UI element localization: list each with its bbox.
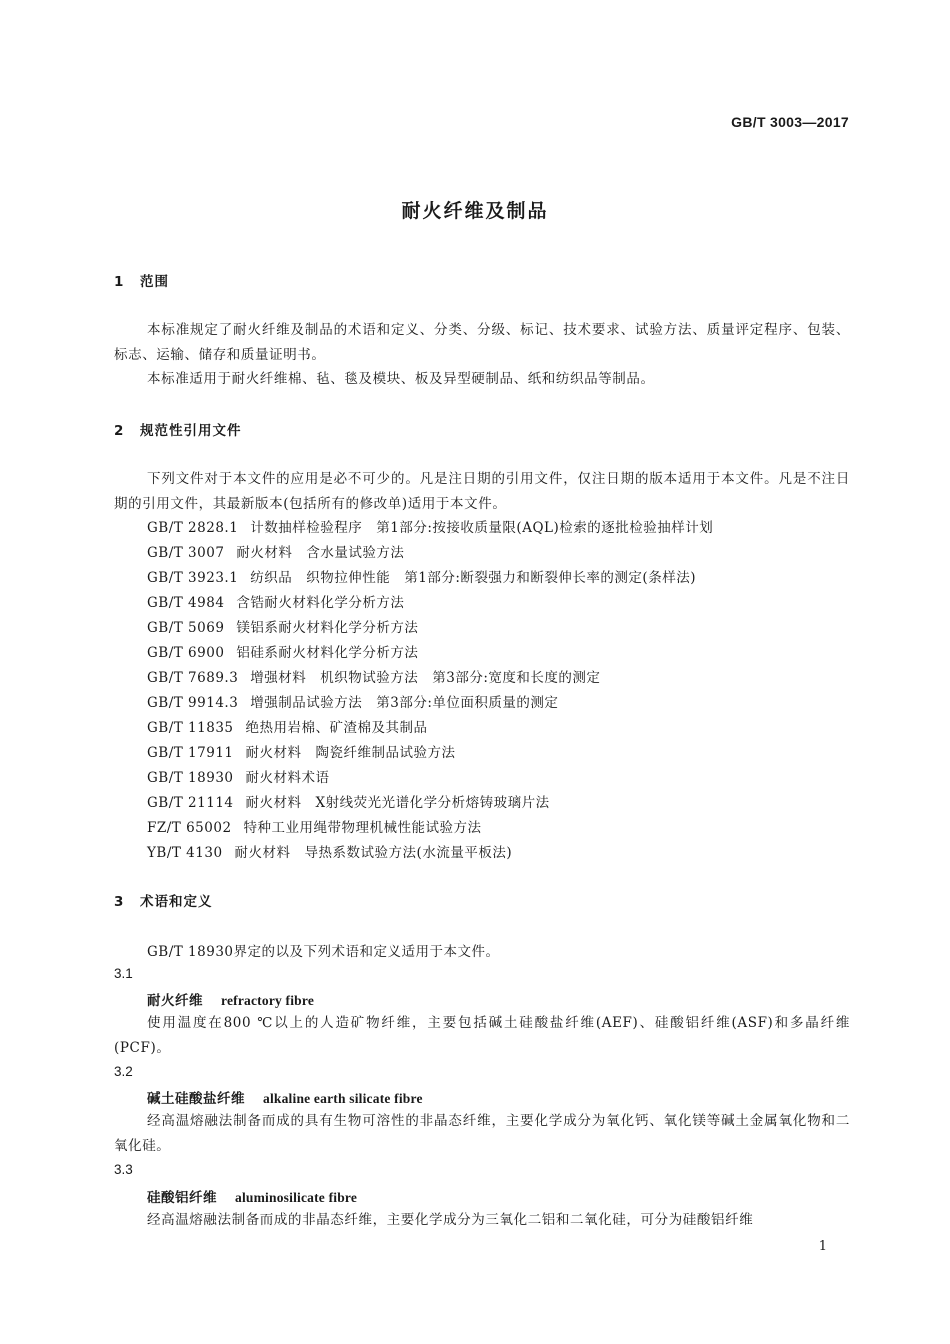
reference-title: 绝热用岩棉、矿渣棉及其制品: [245, 720, 428, 736]
section-number: 3: [114, 894, 125, 910]
term-english: refractory fibre: [221, 993, 315, 1008]
term-definition: 使用温度在800 ℃以上的人造矿物纤维，主要包括碱土硅酸盐纤维(AEF)、硅酸铝纤维(ASF)和多晶纤维(PCF)。: [114, 1015, 850, 1056]
reference-title: 增强材料 机织物试验方法 第3部分:宽度和长度的测定: [250, 670, 601, 686]
term-definition: 经高温熔融法制备而成的非晶态纤维，主要化学成分为三氧化二铝和二氧化硅，可分为硅酸铝纤维: [147, 1212, 754, 1228]
term-number: 3.2: [114, 1064, 133, 1079]
reference-item: [147, 716, 428, 736]
term-chinese: 耐火纤维: [147, 993, 203, 1009]
reference-item: [147, 741, 456, 761]
reference-item: [147, 666, 600, 686]
term-name: [147, 1186, 357, 1206]
section-title: 术语和定义: [140, 894, 213, 910]
reference-title: 计数抽样检验程序 第1部分:按接收质量限(AQL)检索的逐批检验抽样计划: [250, 520, 714, 536]
reference-code: GB/T 18930: [147, 770, 234, 786]
reference-code: FZ/T 65002: [147, 820, 232, 836]
term-name: [147, 989, 314, 1009]
reference-title: 耐火材料 导热系数试验方法(水流量平板法): [234, 845, 513, 861]
section-number: 1: [114, 274, 125, 290]
section-3-intro: GB/T 18930界定的以及下列术语和定义适用于本文件。: [147, 944, 500, 960]
reference-item: [147, 816, 482, 836]
reference-item: [147, 766, 330, 786]
page-number: 1: [818, 1239, 827, 1254]
section-1-heading: [114, 270, 169, 290]
reference-item: [147, 616, 418, 636]
term-chinese: 碱土硅酸盐纤维: [147, 1091, 245, 1107]
reference-item: [147, 641, 418, 661]
reference-item: [147, 516, 713, 536]
reference-title: 含锆耐火材料化学分析方法: [236, 595, 405, 611]
section-2-heading: [114, 419, 242, 439]
term-number: 3.3: [114, 1162, 133, 1177]
reference-code: GB/T 7689.3: [147, 670, 239, 686]
reference-code: GB/T 9914.3: [147, 695, 239, 711]
term-definition: 经高温熔融法制备而成的具有生物可溶性的非晶态纤维，主要化学成分为氧化钙、氧化镁等碱土金属氧化物和二氧化硅。: [114, 1113, 850, 1154]
term-english: aluminosilicate fibre: [235, 1190, 358, 1205]
reference-title: 特种工业用绳带物理机械性能试验方法: [243, 820, 482, 836]
reference-code: GB/T 2828.1: [147, 520, 239, 536]
section-2-intro: 下列文件对于本文件的应用是必不可少的。凡是注日期的引用文件，仅注日期的版本适用于本文件。凡是不注日期的引用文件，其最新版本(包括所有的修改单)适用于本文件。: [114, 471, 850, 512]
reference-title: 纺织品 织物拉伸性能 第1部分:断裂强力和断裂伸长率的测定(条样法): [250, 570, 696, 586]
reference-code: YB/T 4130: [147, 845, 223, 861]
reference-title: 耐火材料 X射线荧光光谱化学分析熔铸玻璃片法: [245, 795, 550, 811]
document-code: GB/T 3003—2017: [731, 114, 849, 130]
reference-code: GB/T 3007: [147, 545, 225, 561]
reference-item: [147, 541, 404, 561]
reference-code: GB/T 11835: [147, 720, 234, 736]
reference-title: 铝硅系耐火材料化学分析方法: [236, 645, 419, 661]
term-english: alkaline earth silicate fibre: [263, 1091, 423, 1106]
reference-item: [147, 591, 404, 611]
section-1-paragraph-2: 本标准适用于耐火纤维棉、毡、毯及模块、板及异型硬制品、纸和纺织品等制品。: [147, 371, 655, 387]
reference-title: 耐火材料 含水量试验方法: [236, 545, 405, 561]
reference-item: [147, 841, 512, 861]
section-3-heading: [114, 890, 213, 910]
reference-code: GB/T 5069: [147, 620, 225, 636]
term-name: [147, 1087, 423, 1107]
reference-title: 镁铝系耐火材料化学分析方法: [236, 620, 419, 636]
reference-item: [147, 566, 696, 586]
term-number: 3.1: [114, 966, 133, 981]
reference-title: 增强制品试验方法 第3部分:单位面积质量的测定: [250, 695, 559, 711]
section-title: 规范性引用文件: [140, 423, 242, 439]
reference-code: GB/T 17911: [147, 745, 234, 761]
reference-item: [147, 791, 550, 811]
document-title: 耐火纤维及制品: [401, 200, 549, 222]
reference-code: GB/T 6900: [147, 645, 225, 661]
reference-title: 耐火材料 陶瓷纤维制品试验方法: [245, 745, 456, 761]
reference-code: GB/T 3923.1: [147, 570, 239, 586]
section-1-paragraph-1: 本标准规定了耐火纤维及制品的术语和定义、分类、分级、标记、技术要求、试验方法、质量评定程序、包装、标志、运输、储存和质量证明书。: [114, 322, 850, 363]
reference-item: [147, 691, 558, 711]
reference-title: 耐火材料术语: [245, 770, 330, 786]
section-number: 2: [114, 423, 125, 439]
section-title: 范围: [140, 274, 169, 290]
term-chinese: 硅酸铝纤维: [147, 1190, 217, 1206]
reference-code: GB/T 21114: [147, 795, 234, 811]
reference-code: GB/T 4984: [147, 595, 225, 611]
